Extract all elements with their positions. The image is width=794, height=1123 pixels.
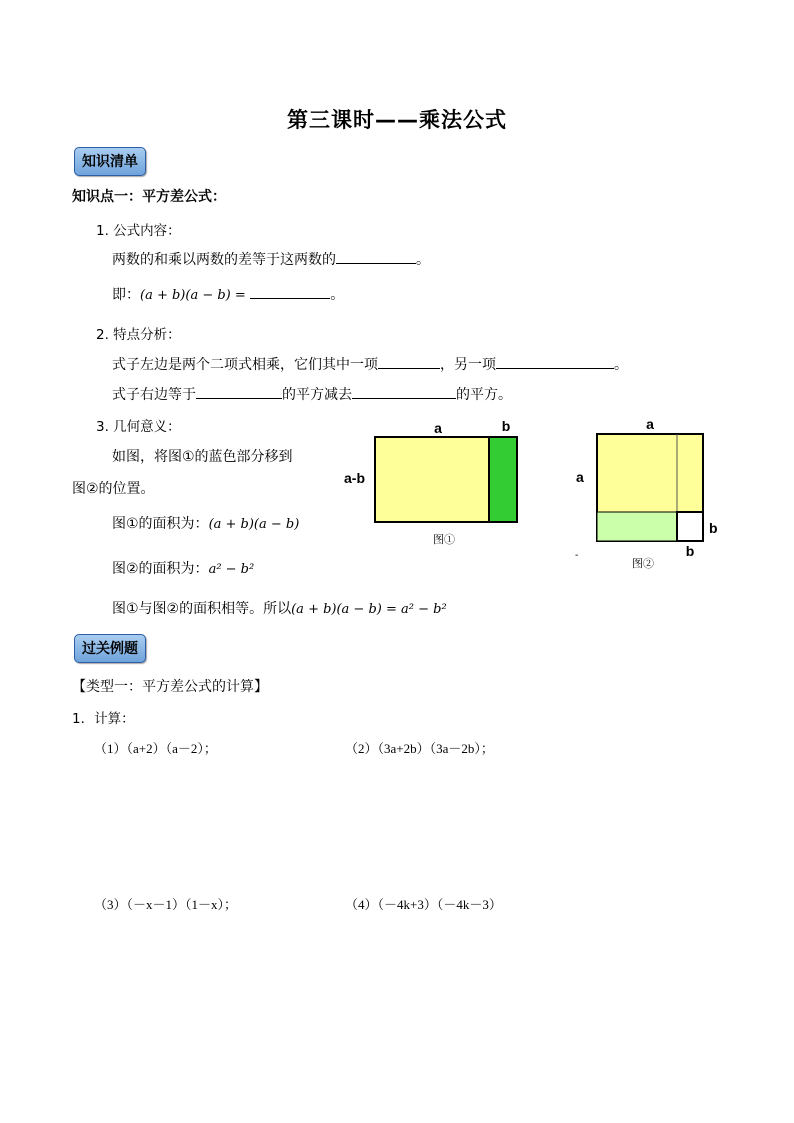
item3-heading: 3. 几何意义：: [96, 419, 181, 435]
item1-line1: [112, 249, 430, 269]
type1-heading: 【类型一：平方差公式的计算】: [72, 679, 268, 695]
figure2-caption: 图②: [632, 558, 654, 570]
item2-text-e: 的平方减去: [282, 387, 352, 403]
item2-line1: [112, 354, 628, 374]
conclusion-line: [112, 598, 447, 618]
figure2-label-b-right: b: [709, 520, 718, 536]
item2-text-b: ，另一项: [440, 357, 496, 373]
section-badge-knowledge: 知识清单: [74, 147, 146, 176]
item2-text-a: 式子左边是两个二项式相乘，它们其中一项: [112, 357, 378, 373]
area1-formula: (a + b)(a − b): [208, 517, 300, 532]
item2-text-d: 式子右边等于: [112, 387, 196, 403]
area1-label: 图①的面积为：: [112, 516, 209, 532]
figure2-label-a-left: a: [576, 469, 584, 485]
item2-text-c: 。: [614, 357, 628, 373]
figure2-label-b-bottom: b: [685, 543, 695, 559]
item3-line1: 如图，将图①的蓝色部分移到: [112, 449, 293, 465]
figure1-label-a: a: [434, 420, 442, 436]
item1-line2-end: 。: [330, 287, 345, 303]
item2-text-f: 的平方。: [456, 387, 512, 403]
figure2-diagram: [565, 412, 765, 572]
item1-line1-text: 两数的和乘以两数的差等于这两数的: [112, 252, 336, 268]
conclusion-label: 图①与图②的面积相等。所以: [112, 601, 292, 617]
conclusion-formula: (a + b)(a − b) = a² − b²: [291, 602, 447, 617]
figure2-green-strip: [597, 512, 677, 541]
item2-line2: [112, 384, 512, 404]
fill-blank[interactable]: [250, 286, 330, 299]
item2-heading: 2. 特点分析：: [96, 327, 181, 343]
fill-blank[interactable]: [496, 356, 614, 369]
question1-part1: （1）（a+2）（a－2）；: [94, 741, 217, 756]
page-title: 第三课时——乘法公式: [287, 108, 507, 132]
figure1-caption: 图①: [433, 534, 455, 546]
question1-part3: （3）（－x－1）（1－x）；: [94, 897, 238, 912]
fill-blank[interactable]: [196, 386, 282, 399]
section-badge-examples: 过关例题: [74, 634, 146, 663]
knowledge-point-heading: 知识点一：平方差公式：: [72, 189, 226, 205]
area2-line: [112, 558, 254, 578]
fill-blank[interactable]: [378, 356, 440, 369]
question1-part2: （2）（3a+2b）（3a－2b）；: [345, 741, 494, 756]
item1-line2-prefix: 即：: [112, 287, 140, 303]
figure1-label-ab: a-b: [344, 470, 365, 486]
area2-label: 图②的面积为：: [112, 561, 209, 577]
item3-line2: 图②的位置。: [72, 481, 155, 497]
formula: (a + b)(a − b) =: [140, 288, 246, 303]
figure2-mark: -: [575, 550, 579, 561]
item1-line2: [112, 284, 344, 304]
item1-line1-end: 。: [416, 252, 430, 268]
item1-heading: 1. 公式内容：: [96, 223, 181, 239]
figure1-label-b: b: [501, 418, 511, 434]
figure2-white-square: [677, 512, 703, 541]
question1-part4: （4）（－4k+3）（－4k－3）: [345, 897, 502, 912]
figure1-green-strip: [489, 437, 517, 522]
area1-line: [112, 513, 299, 533]
figure1-yellow-rect: [375, 437, 489, 522]
figure2-label-a-top: a: [646, 416, 654, 432]
fill-blank[interactable]: [336, 251, 416, 264]
question1-heading: 1．计算：: [72, 711, 135, 727]
fill-blank[interactable]: [352, 386, 456, 399]
area2-formula: a² − b²: [208, 562, 255, 577]
figure1-diagram: [340, 412, 530, 552]
